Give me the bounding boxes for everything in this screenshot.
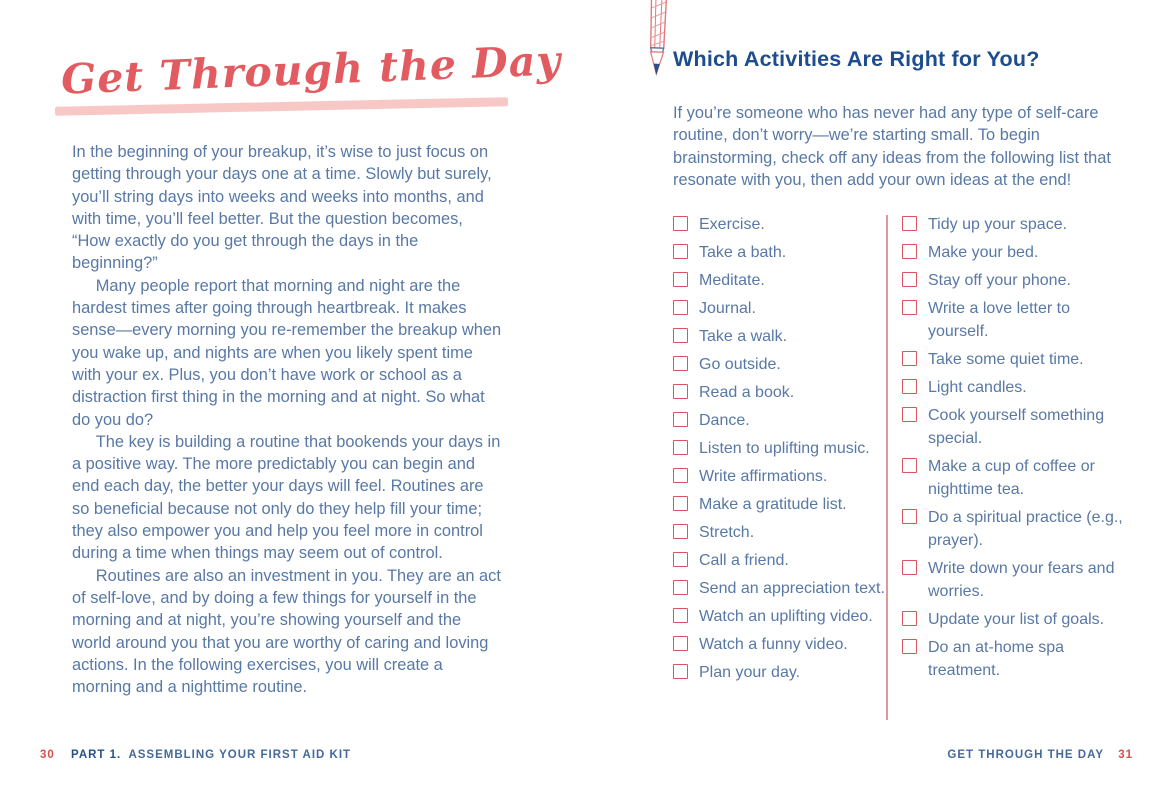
checklist-item [902, 376, 1124, 399]
checkbox-icon[interactable] [673, 608, 688, 623]
section-intro: If you’re someone who has never had any type of self-care routine, don’t worry—we’re starting small. To begin brainstorming, check off any ideas from the following list that resonate with you, then add your own ideas at the end! [673, 104, 1111, 189]
checkbox-icon[interactable] [902, 379, 917, 394]
checklist-item-label: Cook yourself something special. [928, 407, 1105, 447]
left-footer [40, 749, 351, 761]
checklist-item [673, 661, 885, 684]
checklist-item-label: Take a bath. [699, 244, 787, 261]
chapter-title-block [55, 36, 562, 128]
checklist-column-right [902, 213, 1124, 687]
checklist-item [902, 608, 1124, 631]
checklist-item [673, 521, 885, 544]
checkbox-icon[interactable] [902, 611, 917, 626]
pencil-icon [640, 0, 676, 82]
checklist-item-label: Exercise. [699, 216, 765, 233]
checklist-item [902, 404, 1124, 450]
column-divider [886, 215, 888, 720]
paragraph: Many people report that morning and night are the hardest times after going through heartbreak. It makes sense—every morning you re-remember the breakup when you wake up, and nights are when you likely spent time with your ex. Plus, you don’t have work or school as a distraction first thing in the morning and at night. So what do you do? [72, 276, 502, 429]
checklist-item [902, 557, 1124, 603]
checkbox-icon[interactable] [902, 639, 917, 654]
left-page-number: 30 [40, 749, 55, 761]
checklist-item [673, 437, 885, 460]
checkbox-icon[interactable] [673, 272, 688, 287]
checklist-item [902, 455, 1124, 501]
checkbox-icon[interactable] [902, 407, 917, 422]
checkbox-icon[interactable] [673, 300, 688, 315]
checkbox-icon[interactable] [673, 664, 688, 679]
checklist-item [673, 633, 885, 656]
paragraph: The key is building a routine that bookends your days in a positive way. The more predictably you can begin and end each day, the better your days will feel. Routines are so beneficial because not only do they help fill your time; they also empower you and help you feel more in control during a time when things may seem out of control. [72, 432, 501, 563]
checkbox-icon[interactable] [673, 412, 688, 427]
checkbox-icon[interactable] [902, 272, 917, 287]
checklist-item-label: Do an at-home spa treatment. [928, 639, 1065, 679]
checkbox-icon[interactable] [673, 552, 688, 567]
checklist-item [673, 605, 885, 628]
checklist-item-label: Plan your day. [699, 664, 801, 681]
body-paragraphs [72, 141, 504, 698]
checkbox-icon[interactable] [673, 524, 688, 539]
checklist-item-label: Listen to uplifting music. [699, 440, 870, 457]
checkbox-icon[interactable] [673, 216, 688, 231]
checklist-item-label: Call a friend. [699, 552, 789, 569]
checklist-item [673, 353, 885, 376]
checklist-item [673, 493, 885, 516]
checklist-item [673, 241, 885, 264]
paragraph: Routines are also an investment in you. They are an act of self-love, and by doing a few things for yourself in the morning and at night, you’re showing yourself and the world around you that you are worthy of caring and loving actions. In the following exercises, you will create a morning and a nighttime routine. [72, 566, 501, 697]
section-heading: Which Activities Are Right for You? [673, 47, 1040, 71]
chapter-reference: GET THROUGH THE DAY [947, 749, 1104, 761]
checklist-item-label: Take some quiet time. [928, 351, 1084, 368]
checklist-item-label: Go outside. [699, 356, 781, 373]
checklist-item-label: Watch a funny video. [699, 636, 848, 653]
checklist-item-label: Send an appreciation text. [699, 580, 885, 597]
checklist-item [673, 213, 885, 236]
checklist-item [902, 348, 1124, 371]
checklist-item-label: Dance. [699, 412, 750, 429]
part-title: ASSEMBLING YOUR FIRST AID KIT [128, 749, 352, 761]
checklist-item [902, 506, 1124, 552]
checklist-item [902, 269, 1124, 292]
checklist-item [673, 269, 885, 292]
checklist-item [902, 241, 1124, 264]
checklist-item-label: Read a book. [699, 384, 795, 401]
checklist-item-label: Write a love letter to yourself. [928, 300, 1070, 340]
checklist-item [673, 465, 885, 488]
checklist-item-label: Journal. [699, 300, 756, 317]
checkbox-icon[interactable] [902, 458, 917, 473]
checkbox-icon[interactable] [902, 509, 917, 524]
checklist-item-label: Write down your fears and worries. [928, 560, 1115, 600]
checklist-item-label: Make your bed. [928, 244, 1039, 261]
checklist-item [902, 213, 1124, 236]
paragraph: In the beginning of your breakup, it’s wise to just focus on getting through your days one at a time. Slowly but surely, you’ll string days into weeks and weeks into months, and with time, you’ll feel better. But the question becomes, “How exactly do you get through the days in the beginning?” [72, 143, 492, 273]
checklist-item [673, 409, 885, 432]
checklist-item-label: Watch an uplifting video. [699, 608, 873, 625]
checklist-item-label: Tidy up your space. [928, 216, 1068, 233]
checklist-item-label: Stay off your phone. [928, 272, 1071, 289]
checklist-item-label: Make a cup of coffee or nighttime tea. [928, 458, 1095, 498]
checkbox-icon[interactable] [902, 300, 917, 315]
checklist-item-label: Update your list of goals. [928, 611, 1105, 628]
checkbox-icon[interactable] [902, 351, 917, 366]
checkbox-icon[interactable] [673, 580, 688, 595]
checklist-item [673, 381, 885, 404]
checkbox-icon[interactable] [902, 244, 917, 259]
right-page-number: 31 [1118, 749, 1133, 761]
checkbox-icon[interactable] [673, 440, 688, 455]
checkbox-icon[interactable] [673, 328, 688, 343]
checkbox-icon[interactable] [673, 636, 688, 651]
checkbox-icon[interactable] [673, 496, 688, 511]
checklist-item-label: Do a spiritual practice (e.g., prayer). [928, 509, 1123, 549]
checkbox-icon[interactable] [673, 468, 688, 483]
checklist-item [673, 577, 885, 600]
checklist-item-label: Take a walk. [699, 328, 788, 345]
checklist-item [902, 297, 1124, 343]
checklist-item [673, 549, 885, 572]
checkbox-icon[interactable] [902, 216, 917, 231]
right-footer [947, 749, 1133, 761]
part-label: PART 1. [71, 749, 122, 761]
checklist-item [673, 297, 885, 320]
checklist-item [902, 636, 1124, 682]
checkbox-icon[interactable] [673, 244, 688, 259]
checklist-item [673, 325, 885, 348]
checklist-item-label: Make a gratitude list. [699, 496, 847, 513]
checklist-item-label: Write affirmations. [699, 468, 828, 485]
checkbox-icon[interactable] [902, 560, 917, 575]
chapter-title: Get Through the Day [60, 36, 562, 104]
checklist-column-left [673, 213, 885, 689]
checkbox-icon[interactable] [673, 384, 688, 399]
checkbox-icon[interactable] [673, 356, 688, 371]
checklist-item-label: Stretch. [699, 524, 755, 541]
checklist-item-label: Meditate. [699, 272, 765, 289]
checklist-item-label: Light candles. [928, 379, 1027, 396]
